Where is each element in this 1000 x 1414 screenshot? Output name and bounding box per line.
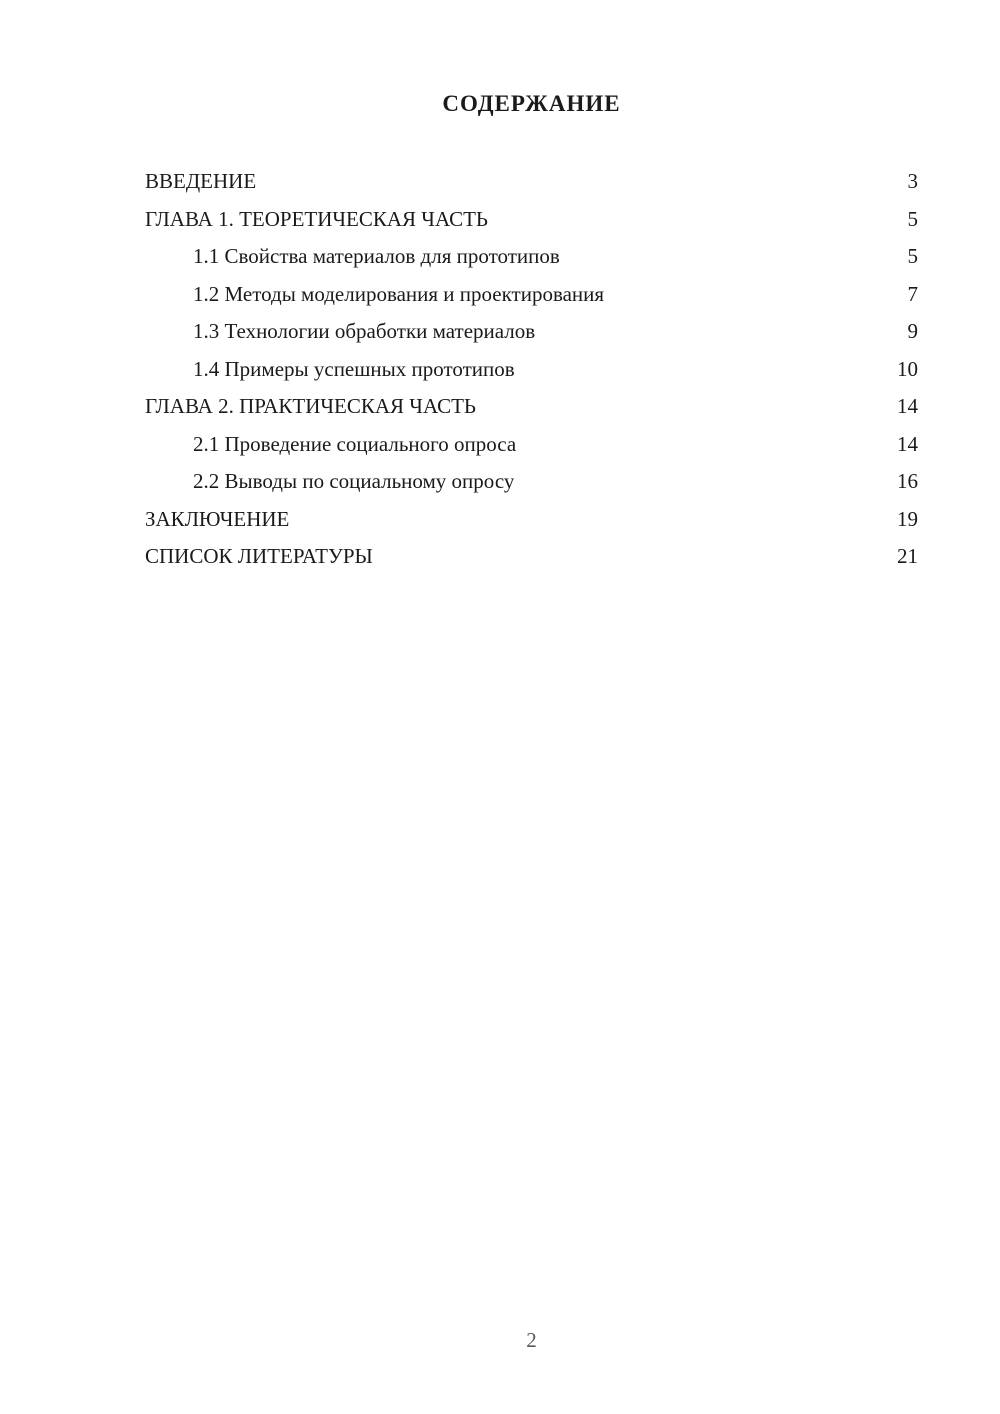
toc-list [145, 163, 918, 576]
toc-entry-label: ГЛАВА 1. ТЕОРЕТИЧЕСКАЯ ЧАСТЬ [145, 206, 488, 231]
toc-entry-page: 3 [907, 169, 918, 193]
toc-entry [145, 276, 918, 314]
toc-entry-label: ГЛАВА 2. ПРАКТИЧЕСКАЯ ЧАСТЬ [145, 394, 476, 418]
toc-entry-page: 7 [907, 281, 918, 306]
page-number-footer: 2 [526, 1328, 537, 1352]
toc-entry-page: 5 [907, 206, 918, 231]
toc-entry [145, 238, 918, 276]
toc-entry [145, 463, 918, 501]
toc-entry-page: 16 [897, 469, 918, 493]
toc-entry [145, 388, 918, 426]
toc-entry [145, 426, 918, 464]
toc-entry-page: 14 [897, 394, 918, 418]
toc-entry [145, 538, 918, 576]
toc-entry-label: 2.1 Проведение социального опроса [193, 431, 517, 456]
toc-entry-page: 21 [897, 544, 918, 568]
toc-entry-label: ВВЕДЕНИЕ [145, 169, 257, 193]
toc-entry-page: 10 [897, 356, 918, 381]
toc-entry-label: СПИСОК ЛИТЕРАТУРЫ [145, 544, 373, 568]
toc-entry-page: 5 [907, 244, 918, 268]
toc-entry [145, 501, 918, 539]
toc-entry-label: 1.2 Методы моделирования и проектирования [193, 281, 605, 306]
toc-entry [145, 201, 918, 239]
toc-entry-page: 14 [897, 431, 918, 456]
toc-entry-label: 1.4 Примеры успешных прототипов [193, 356, 515, 381]
toc-entry-label: 1.3 Технологии обработки материалов [193, 319, 536, 343]
toc-entry-page: 9 [907, 319, 918, 343]
toc-entry [145, 163, 918, 201]
toc-entry-page: 19 [897, 506, 918, 531]
toc-entry [145, 351, 918, 389]
toc-entry-label: 1.1 Свойства материалов для прототипов [193, 244, 560, 268]
toc-entry-label: 2.2 Выводы по социальному опросу [193, 469, 515, 493]
toc-title: СОДЕРЖАНИЕ [442, 91, 621, 116]
toc-entry-label: ЗАКЛЮЧЕНИЕ [145, 506, 290, 531]
toc-entry [145, 313, 918, 351]
